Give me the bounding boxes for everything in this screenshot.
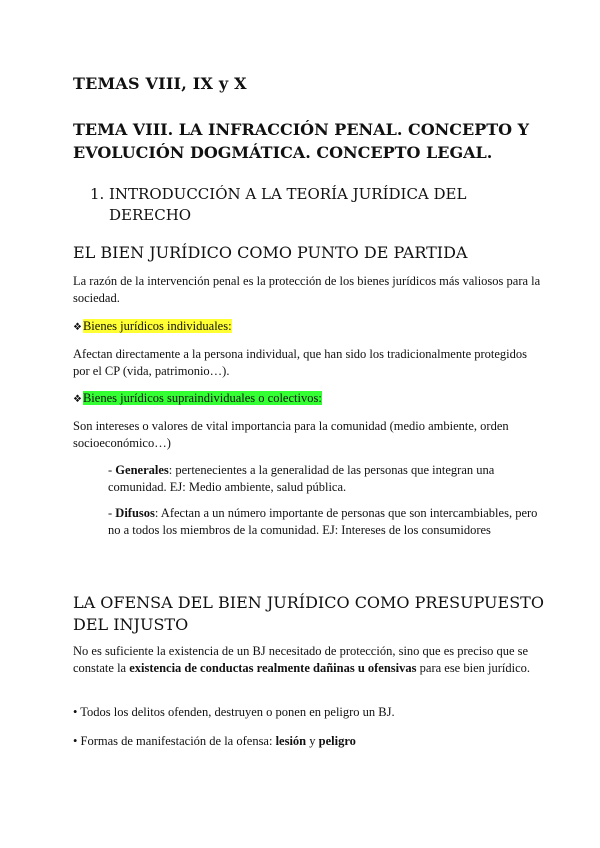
section2-paragraph: [73, 643, 553, 677]
diamond-bullet-icon: ❖: [73, 394, 82, 405]
item2-peligro: peligro: [318, 734, 356, 748]
section1-intro: La razón de la intervención penal es la protección de los bienes jurídicos más valiosos para la sociedad.: [73, 274, 541, 305]
item2-lesion: lesión: [275, 734, 307, 748]
main-title: TEMAS VIII, IX y X: [73, 74, 247, 93]
item2-start: • Formas de manifestación de la ofensa:: [73, 734, 276, 748]
individual-text: Afectan directamente a la persona individual, que han sido los tradicionalmente protegidos por el CP (vida, patrimonio…).: [73, 347, 528, 378]
difusos-item: [108, 505, 538, 539]
supra-text: Son intereses o valores de vital importancia para la comunidad (medio ambiente, orden socioeconómico…): [73, 419, 509, 450]
generales-text: : pertenecientes a la generalidad de las personas que integran una comunidad. EJ: Medio ambiente, salud pública.: [108, 463, 495, 494]
tema-title: TEMA VIII. LA INFRACCIÓN PENAL. CONCEPTO Y EVOLUCIÓN DOGMÁTICA. CONCEPTO LEGAL.: [73, 120, 530, 162]
supra-label: Bienes jurídicos supraindividuales o colectivos:: [82, 391, 322, 405]
numbered-heading-number: 1.: [90, 185, 105, 203]
para-start: No es suficiente la existencia de un BJ necesitado de protección, sino que es preciso que se constate la: [73, 644, 529, 675]
section2-heading: LA OFENSA DEL BIEN JURÍDICO COMO PRESUPUESTO DEL INJUSTO: [73, 593, 544, 634]
section2-item1: • Todos los delitos ofenden, destruyen o ponen en peligro un BJ.: [73, 705, 395, 719]
section1-heading: EL BIEN JURÍDICO COMO PUNTO DE PARTIDA: [73, 243, 468, 262]
para-bold: existencia de conductas realmente dañinas u ofensivas: [129, 661, 417, 675]
individual-label: Bienes jurídicos individuales:: [82, 319, 232, 333]
supra-bullet: [73, 390, 322, 408]
generales-label: Generales: [115, 463, 169, 477]
difusos-text: : Afectan a un número importante de personas que son intercambiables, pero no a todos los miembros de la comunidad. EJ: Intereses de los consumidores: [108, 506, 538, 537]
generales-item: [108, 462, 528, 496]
individual-bullet: [73, 318, 232, 336]
item2-mid: y: [306, 734, 319, 748]
section2-item2: [73, 733, 543, 750]
para-end: para ese bien jurídico.: [416, 661, 531, 675]
difusos-label: Difusos: [115, 506, 155, 520]
dash-prefix: -: [108, 506, 116, 520]
diamond-bullet-icon: ❖: [73, 322, 82, 333]
numbered-heading-text: INTRODUCCIÓN A LA TEORÍA JURÍDICA DEL DERECHO: [109, 185, 467, 224]
dash-prefix: -: [108, 463, 116, 477]
